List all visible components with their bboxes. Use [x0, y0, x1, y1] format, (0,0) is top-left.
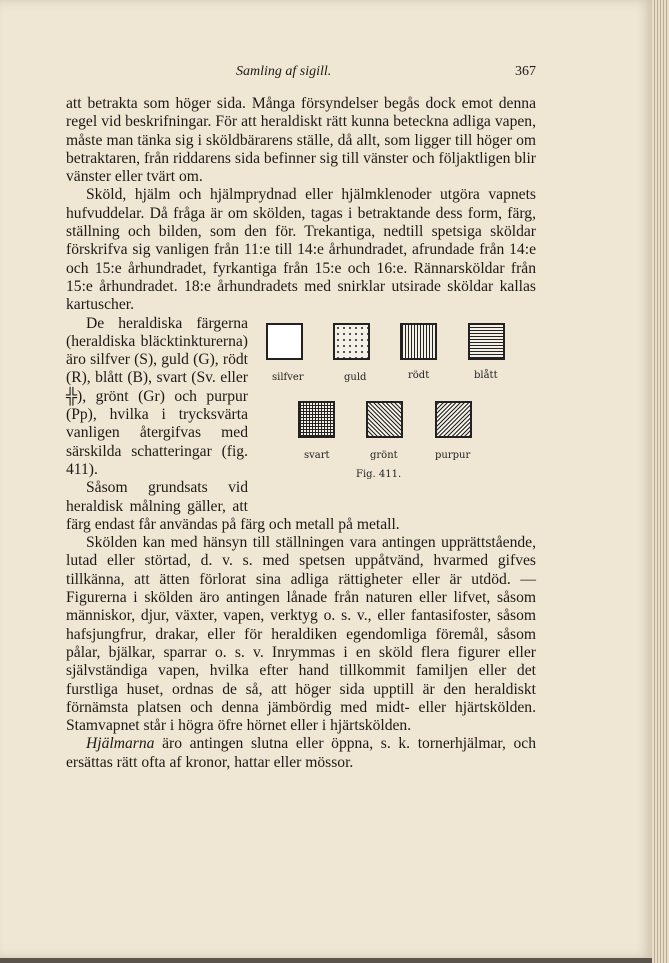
running-header	[66, 64, 536, 84]
paragraph: Såsom grundsats vid heraldisk målning gäller, att färg endast får användas på färg och metall på metall.	[66, 479, 400, 533]
gront-label: grönt	[370, 449, 398, 461]
purpur-swatch	[435, 401, 472, 438]
blatt-swatch	[468, 323, 505, 360]
guld-label: guld	[344, 371, 367, 383]
guld-swatch	[333, 323, 370, 360]
paragraph: att betrakta som höger sida. Många försyndelser begås dock emot denna regel vid beskrifningar. För att heraldiskt rätt kunna beteckna adliga vapen, måste man tänka sig i sköldbärarens ställe, då allt, som ligger till höger om betraktaren, från riddarens sida befinner sig till vänster och följaktligen blir vänster eller tvärt om.	[66, 95, 536, 186]
rodt-swatch	[400, 323, 437, 360]
page-number: 367	[515, 64, 536, 79]
svart-label: svart	[304, 449, 330, 461]
paragraph: De heraldiska färgerna (heraldiska bläcktinkturerna) äro silfver (S), guld (G), rödt (R), blått (B), svart (Sv. eller ╬), grönt (Gr) och purpur (Pp), hvilka i trycksvärta vanligen återgifvas med särskilda schatteringar (fig. 411).	[66, 314, 248, 478]
gront-swatch	[366, 401, 403, 438]
paragraph-text: äro antingen slutna eller öppna, s. k. tornerhjälmar, och ersättas rätt ofta af kronor, hattar eller mössor.	[66, 735, 536, 771]
paragraph: Sköld, hjälm och hjälmprydnad eller hjälmklenoder utgöra vapnets hufvuddelar. Då fråga är om skölden, tagas i betraktande dess form, färg, ställning och bilden, som den för. Trekantiga, nedtill spetsiga sköldar förskrifva sig vanligen från 11:e till 14:e århundradet, afrundade från 14:e och 15:e århundradet, fyrkantiga från 15:e och 16:e. Rännarsköldar från 15:e århundradet. 18:e århundradets med snirklar utsirade sköldar kallas kartuscher.	[66, 186, 536, 314]
running-title: Samling af sigill.	[236, 64, 332, 79]
heraldic-tinctures-figure	[258, 321, 536, 499]
purpur-label: purpur	[435, 449, 471, 461]
silfver-swatch	[266, 323, 303, 360]
svart-swatch	[298, 401, 335, 438]
paragraph: Skölden kan med hänsyn till ställningen vara antingen upprättstående, lutad eller störtad, d. v. s. med spetsen uppåtvänd, hvarmed gifves tillkänna, att ätten förlorat sina adliga rättigheter eller är utdöd. — Figurerna i skölden äro antingen lånade från naturen eller lifvet, såsom människor, djur, växter, vapen, verktyg o. s. v., eller fantasifoster, såsom hafsjungfrur, drakar, eller för heraldiken egendomliga föremål, såsom pålar, bjälkar, sparrar o. s. v. Inrymmas i en sköld flera figurer eller självständiga vapen, hvilka efter hand tillkommit familjen eller det furstliga huset, ordnas de så, att höger sida upptill är den heraldiskt förnämsta platsen och denna jämbördig med midt- eller hjärtskölden. Stamvapnet står i högra öfre hörnet eller i hjärtskölden.	[66, 534, 536, 735]
blatt-label: blått	[474, 369, 498, 381]
body-text	[66, 95, 536, 772]
silfver-label: silfver	[272, 371, 304, 383]
paragraph	[66, 735, 536, 772]
figure-caption: Fig. 411.	[356, 468, 402, 480]
emphasis-term: Hjälmarna	[86, 735, 155, 753]
book-page-edges	[652, 0, 669, 963]
rodt-label: rödt	[408, 369, 430, 381]
